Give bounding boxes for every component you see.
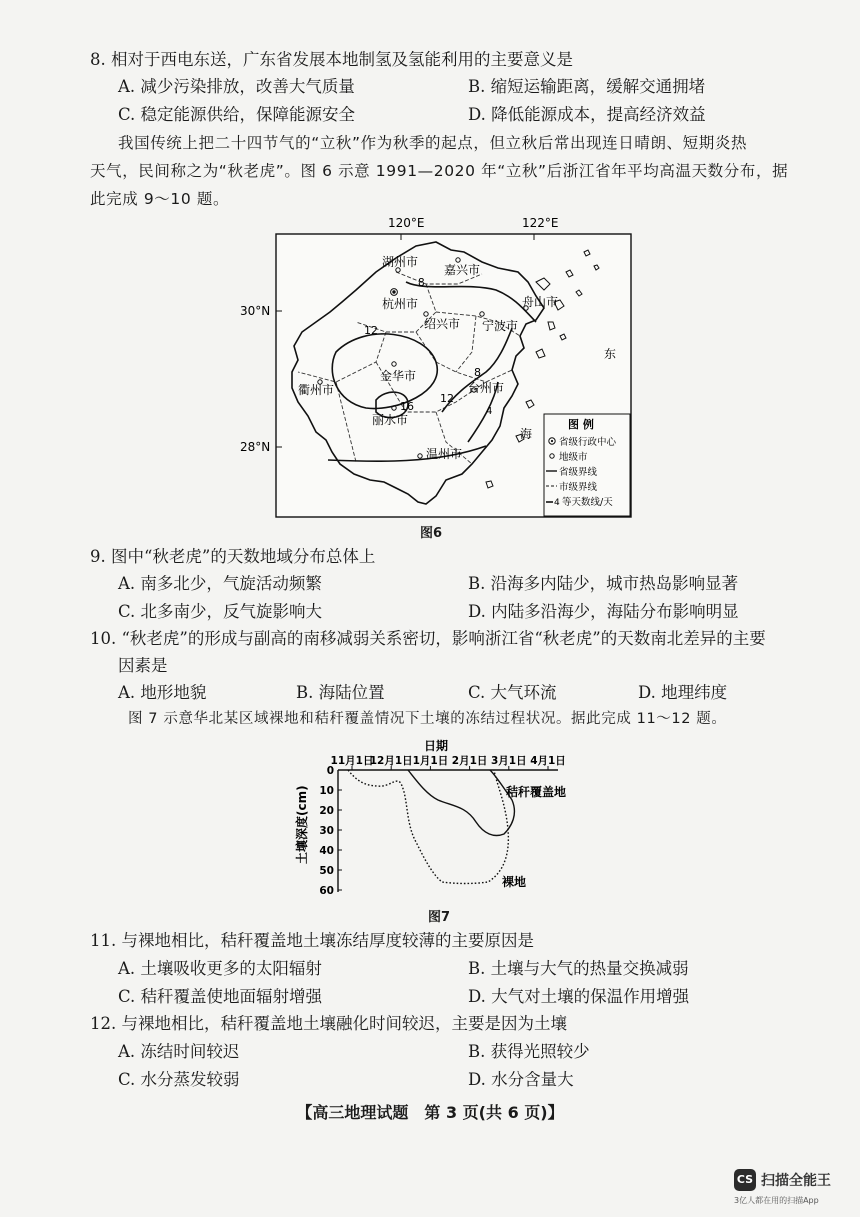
legend-title: 图 例 [568, 418, 594, 431]
scanner-watermark [734, 1167, 844, 1207]
q10-option-c: C. 大气环流 [468, 683, 557, 702]
y-tick-label: 30 [319, 825, 334, 837]
city-jinhua: 金华市 [380, 369, 417, 383]
iso-label-8a: 8 [418, 277, 425, 289]
q12-option-d: D. 水分含量大 [468, 1070, 574, 1089]
x-tick-label: 2月1日 [451, 755, 488, 767]
y-tick-label: 40 [319, 845, 334, 857]
iso-label-4: 4 [486, 406, 493, 417]
map-legend [544, 414, 630, 516]
q10-stem-line2: 因素是 [118, 656, 168, 675]
city-jiaxing: 嘉兴市 [444, 263, 481, 277]
q12-option-c: C. 水分蒸发较弱 [118, 1070, 240, 1089]
q10-option-d: D. 地理纬度 [638, 683, 728, 702]
intro-11-12: 图 7 示意华北某区域裸地和秸秆覆盖情况下土壤的冻结过程状况。据此完成 11～12 题。 [128, 711, 727, 727]
x-tick-label: 4月1日 [530, 755, 566, 767]
city-wenzhou: 温州市 [426, 447, 463, 461]
city-huzhou: 湖州市 [382, 255, 419, 269]
series-bare-land [348, 770, 508, 884]
q9-option-d: D. 内陆多沿海少，海陆分布影响明显 [468, 602, 739, 621]
q8-option-d: D. 降低能源成本，提高经济效益 [468, 105, 706, 124]
q10-option-b: B. 海陆位置 [296, 683, 385, 702]
x-tick-label: 1月1日 [412, 755, 449, 767]
scanner-slogan: 3亿人都在用的扫描App [734, 1196, 819, 1205]
legend-provincial-center: 省级行政中心 [559, 437, 617, 448]
city-ningbo: 宁波市 [482, 319, 519, 333]
q9-option-c: C. 北多南少，反气旋影响大 [118, 602, 323, 621]
q8-option-a: A. 减少污染排放，改善大气质量 [118, 77, 355, 96]
iso-label-12b: 12 [440, 392, 454, 405]
scanner-logo-icon: CS [734, 1169, 756, 1191]
y-tick-label: 60 [319, 885, 334, 897]
q11-stem: 11. 与裸地相比，秸秆覆盖地土壤冻结厚度较薄的主要原因是 [90, 931, 534, 950]
q11-option-a: A. 土壤吸收更多的太阳辐射 [118, 959, 322, 978]
q8-stem: 8. 相对于西电东送，广东省发展本地制氢及氢能利用的主要意义是 [90, 50, 573, 69]
iso-label-12a: 12 [364, 324, 378, 337]
city-zhoushan: 舟山市 [522, 295, 559, 309]
legend-prefecture-city: 地级市 [559, 452, 588, 463]
iso-label-16: 16 [400, 400, 414, 413]
series-straw-covered [408, 770, 514, 836]
q8-option-b: B. 缩短运输距离，缓解交通拥堵 [468, 77, 706, 96]
q12-option-a: A. 冻结时间较迟 [118, 1042, 240, 1061]
series-label-bare: 裸地 [502, 875, 527, 889]
q11-option-c: C. 秸秆覆盖使地面辐射增强 [118, 987, 323, 1006]
q9-option-b: B. 沿海多内陆少，城市热岛影响显著 [468, 574, 739, 593]
intro-9-10-line3: 此完成 9～10 题。 [90, 190, 230, 208]
chart-title: 日期 [424, 739, 449, 753]
q9-stem: 9. 图中“秋老虎”的天数地域分布总体上 [90, 547, 376, 566]
q10-stem-line1: 10. “秋老虎”的形成与副高的南移减弱关系密切，影响浙江省“秋老虎”的天数南北差异的主要 [90, 629, 766, 648]
figure-7-caption: 图7 [428, 910, 451, 925]
y-tick-label: 10 [319, 785, 334, 797]
q11-option-d: D. 大气对土壤的保温作用增强 [468, 987, 690, 1006]
chart-y-label: 土壤深度(cm) [295, 785, 309, 864]
sea-label-hai: 海 [520, 427, 533, 441]
figure-6-map [236, 212, 636, 532]
q9-option-a: A. 南多北少，气旋活动频繁 [118, 574, 322, 593]
intro-9-10-line1: 我国传统上把二十四节气的“立秋”作为秋季的起点，但立秋后常出现连日晴朗、短期炎热 [118, 134, 748, 152]
legend-isoline: 等天数线/天 [562, 497, 613, 508]
map-lat-28: 28°N [240, 440, 271, 454]
x-tick-label: 11月1日 [330, 755, 374, 767]
legend-iso-number: 4 [554, 498, 560, 508]
figure-6-caption: 图6 [420, 526, 443, 541]
page-footer: 【高三地理试题 第 3 页(共 6 页)】 [296, 1103, 564, 1122]
map-lon-120: 120°E [388, 216, 425, 230]
y-tick-label: 20 [319, 805, 334, 817]
city-taizhou: 台州市 [468, 381, 505, 395]
city-hangzhou: 杭州市 [382, 297, 419, 311]
q11-option-b: B. 土壤与大气的热量交换减弱 [468, 959, 689, 978]
q12-stem: 12. 与裸地相比，秸秆覆盖地土壤融化时间较迟，主要是因为土壤 [90, 1014, 567, 1033]
city-lishui: 丽水市 [372, 413, 409, 427]
legend-provincial-boundary: 省级界线 [559, 467, 598, 478]
x-tick-label: 3月1日 [490, 755, 527, 767]
q12-option-b: B. 获得光照较少 [468, 1042, 590, 1061]
series-label-straw: 秸秆覆盖地 [506, 785, 567, 799]
q10-option-a: A. 地形地貌 [118, 683, 207, 702]
sea-label-dong: 东 [604, 347, 617, 361]
figure-7-chart [290, 734, 580, 902]
y-tick-label: 50 [319, 865, 334, 877]
city-quzhou: 衢州市 [298, 383, 335, 397]
map-lon-122: 122°E [522, 216, 559, 230]
iso-label-8b: 8 [474, 366, 481, 379]
city-shaoxing: 绍兴市 [424, 317, 461, 331]
x-tick-label: 12月1日 [369, 755, 413, 767]
intro-9-10-line2: 天气，民间称之为“秋老虎”。图 6 示意 1991—2020 年“立秋”后浙江省年平均高温天数分布，据 [90, 162, 789, 180]
map-lat-30: 30°N [240, 304, 271, 318]
scanner-app-name: 扫描全能王 [761, 1173, 831, 1189]
legend-city-boundary: 市级界线 [559, 482, 598, 493]
q8-option-c: C. 稳定能源供给，保障能源安全 [118, 105, 356, 124]
y-tick-label: 0 [326, 765, 334, 777]
